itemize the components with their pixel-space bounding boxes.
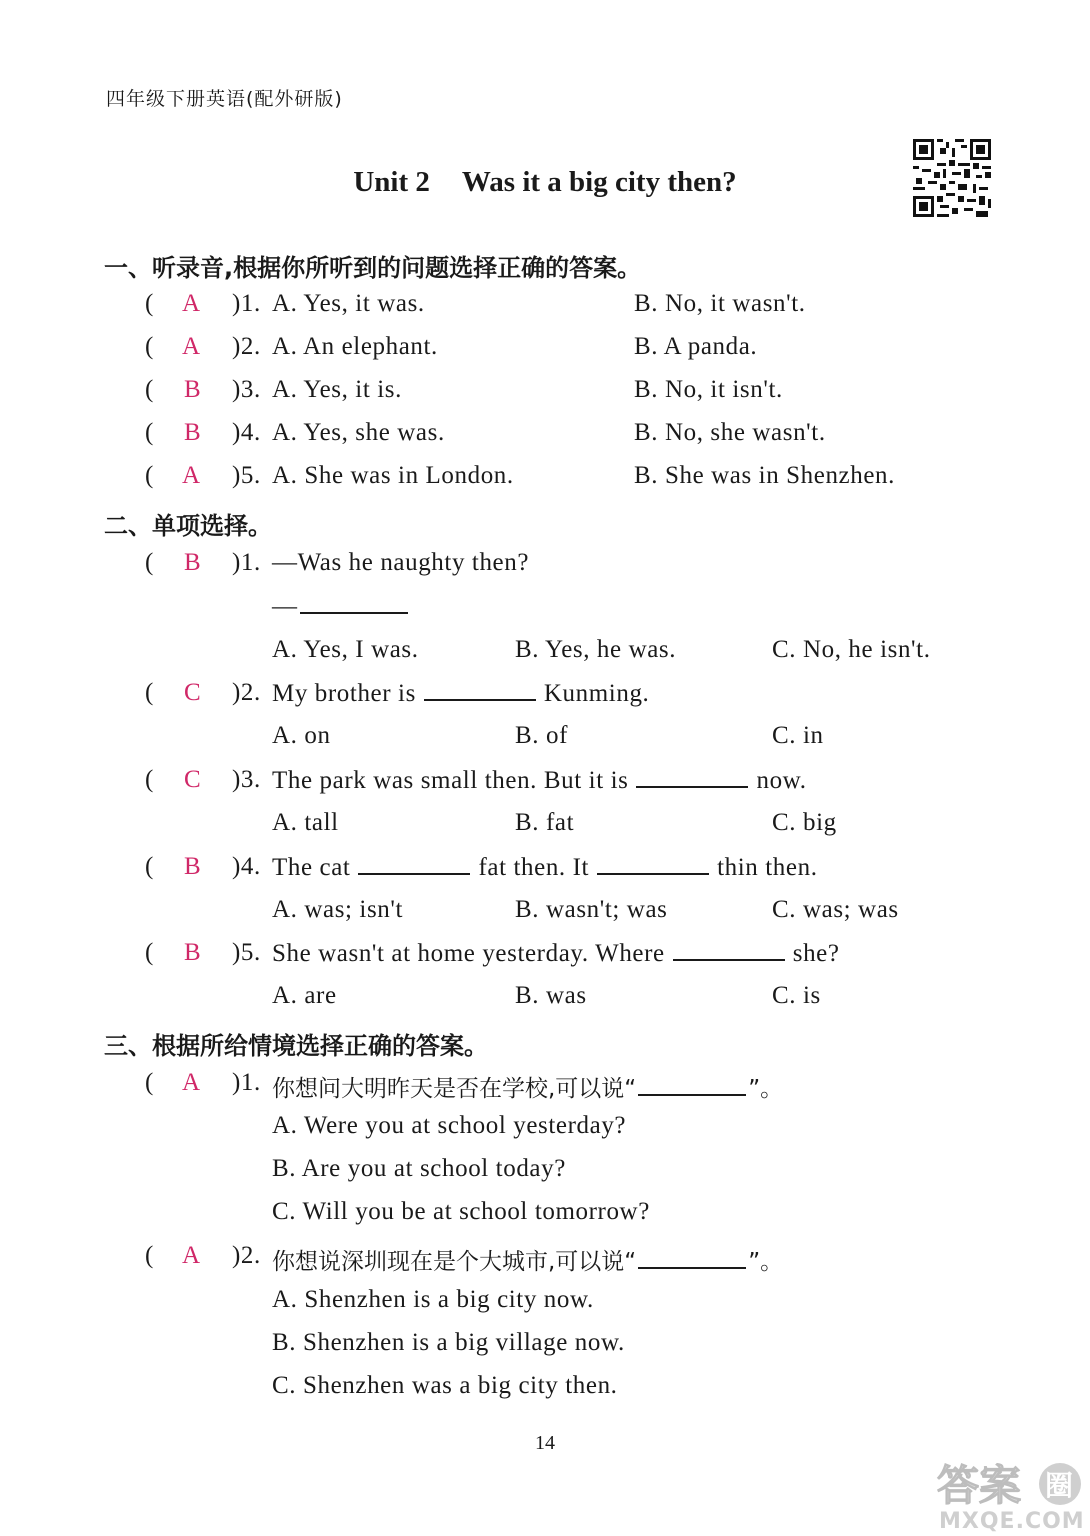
answer-blank bbox=[597, 853, 709, 875]
answer-mark: C bbox=[184, 766, 201, 793]
answer-mark: B bbox=[184, 549, 201, 576]
qr-code-icon[interactable] bbox=[913, 139, 991, 217]
option-a: A. on bbox=[272, 722, 331, 749]
answer-paren: ( bbox=[145, 853, 154, 880]
dash: — bbox=[272, 593, 298, 620]
answer-blank bbox=[638, 1074, 746, 1096]
question-number: )2. bbox=[232, 679, 261, 706]
option-b: B. Shenzhen is a big village now. bbox=[272, 1329, 625, 1356]
question-stem bbox=[272, 1243, 783, 1276]
stem-text: she? bbox=[792, 940, 840, 967]
question-number: )1. bbox=[232, 549, 261, 576]
question-number: )1. bbox=[232, 1069, 261, 1096]
option-c: C. is bbox=[772, 982, 821, 1009]
answer-blank bbox=[636, 766, 748, 788]
option-c: C. Shenzhen was a big city then. bbox=[272, 1372, 618, 1399]
question-stem bbox=[272, 766, 807, 795]
answer-mark: B bbox=[184, 853, 201, 880]
option-c: C. No, he isn't. bbox=[772, 636, 931, 663]
answer-blank bbox=[424, 679, 536, 701]
option-a: A. are bbox=[272, 982, 337, 1009]
option-b: B. She was in Shenzhen. bbox=[634, 462, 895, 489]
answer-paren: ( bbox=[145, 290, 154, 317]
unit-label: Unit 2 bbox=[353, 166, 430, 198]
answer-paren: ( bbox=[145, 376, 154, 403]
question-number: )3. bbox=[232, 766, 261, 793]
question-stem bbox=[272, 1070, 783, 1103]
answer-paren: ( bbox=[145, 766, 154, 793]
answer-mark: A bbox=[182, 1069, 201, 1096]
option-c: C. was; was bbox=[772, 896, 899, 923]
stem-text: 你想问大明昨天是否在学校,可以说“ bbox=[272, 1076, 637, 1102]
option-c: C. big bbox=[772, 809, 837, 836]
answer-paren: ( bbox=[145, 419, 154, 446]
section-3-heading: 三、根据所给情境选择正确的答案。 bbox=[104, 1032, 488, 1060]
answer-paren: ( bbox=[145, 1242, 154, 1269]
answer-mark: C bbox=[184, 679, 201, 706]
option-b: B. No, it wasn't. bbox=[634, 290, 806, 317]
question-number: )1. bbox=[232, 290, 261, 317]
answer-blank bbox=[673, 939, 785, 961]
option-b: B. A panda. bbox=[634, 333, 758, 360]
answer-mark: A bbox=[182, 462, 201, 489]
answer-mark: B bbox=[184, 376, 201, 403]
option-b: B. Yes, he was. bbox=[515, 636, 677, 663]
answer-blank bbox=[300, 592, 408, 614]
option-a: A. was; isn't bbox=[272, 896, 404, 923]
option-b: B. Are you at school today? bbox=[272, 1155, 566, 1182]
option-a: A. Yes, it was. bbox=[272, 290, 425, 317]
question-number: )5. bbox=[232, 939, 261, 966]
answer-blank bbox=[638, 1247, 746, 1269]
option-c: C. Will you be at school tomorrow? bbox=[272, 1198, 650, 1225]
question-number: )4. bbox=[232, 419, 261, 446]
option-a: A. Shenzhen is a big city now. bbox=[272, 1286, 594, 1313]
answer-mark: B bbox=[184, 939, 201, 966]
watermark-logo bbox=[935, 1452, 1085, 1532]
answer-paren: ( bbox=[145, 462, 154, 489]
answer-mark: A bbox=[182, 290, 201, 317]
option-b: B. wasn't; was bbox=[515, 896, 668, 923]
question-stem bbox=[272, 853, 818, 882]
stem-text: The cat bbox=[272, 854, 351, 881]
answer-blank bbox=[358, 853, 470, 875]
option-b: B. was bbox=[515, 982, 587, 1009]
answer-paren: ( bbox=[145, 333, 154, 360]
option-a: A. An elephant. bbox=[272, 333, 438, 360]
option-b: B. No, it isn't. bbox=[634, 376, 783, 403]
stem-text: ”。 bbox=[748, 1249, 784, 1275]
question-number: )5. bbox=[232, 462, 261, 489]
answer-line bbox=[272, 592, 410, 621]
answer-paren: ( bbox=[145, 679, 154, 706]
page-number: 14 bbox=[535, 1432, 555, 1454]
question-stem bbox=[272, 679, 649, 708]
answer-mark: B bbox=[184, 419, 201, 446]
stem-text: fat then. It bbox=[478, 854, 590, 881]
option-b: B. of bbox=[515, 722, 568, 749]
option-a: A. She was in London. bbox=[272, 462, 514, 489]
question-stem bbox=[272, 939, 840, 968]
option-a: A. Were you at school yesterday? bbox=[272, 1112, 627, 1139]
question-stem: —Was he naughty then? bbox=[272, 549, 530, 576]
stem-text: The park was small then. But it is bbox=[272, 767, 629, 794]
stem-text: ”。 bbox=[748, 1076, 784, 1102]
question-number: )2. bbox=[232, 1242, 261, 1269]
watermark-text: 答案 bbox=[937, 1461, 1022, 1510]
option-b: B. fat bbox=[515, 809, 575, 836]
unit-title: Was it a big city then? bbox=[461, 166, 737, 198]
section-1-heading: 一、听录音,根据你所听到的问题选择正确的答案。 bbox=[104, 254, 642, 282]
section-2-heading: 二、单项选择。 bbox=[104, 512, 272, 540]
answer-paren: ( bbox=[145, 549, 154, 576]
option-a: A. Yes, it is. bbox=[272, 376, 402, 403]
option-a: A. Yes, she was. bbox=[272, 419, 445, 446]
book-header: 四年级下册英语(配外研版) bbox=[106, 88, 343, 110]
stem-text: thin then. bbox=[717, 854, 818, 881]
answer-paren: ( bbox=[145, 1069, 154, 1096]
stem-text: 你想说深圳现在是个大城市,可以说“ bbox=[272, 1249, 637, 1275]
question-number: )2. bbox=[232, 333, 261, 360]
option-b: B. No, she wasn't. bbox=[634, 419, 826, 446]
stem-text: now. bbox=[756, 767, 807, 794]
question-number: )3. bbox=[232, 376, 261, 403]
stem-text: Kunming. bbox=[543, 680, 650, 707]
option-c: C. in bbox=[772, 722, 824, 749]
question-number: )4. bbox=[232, 853, 261, 880]
answer-mark: A bbox=[182, 1242, 201, 1269]
watermark-url: MXQE.COM bbox=[939, 1509, 1085, 1532]
stem-text: My brother is bbox=[272, 680, 416, 707]
answer-paren: ( bbox=[145, 939, 154, 966]
option-a: A. Yes, I was. bbox=[272, 636, 419, 663]
watermark-circle-text: 圈 bbox=[1045, 1469, 1074, 1502]
answer-mark: A bbox=[182, 333, 201, 360]
option-a: A. tall bbox=[272, 809, 339, 836]
stem-text: She wasn't at home yesterday. Where bbox=[272, 940, 665, 967]
